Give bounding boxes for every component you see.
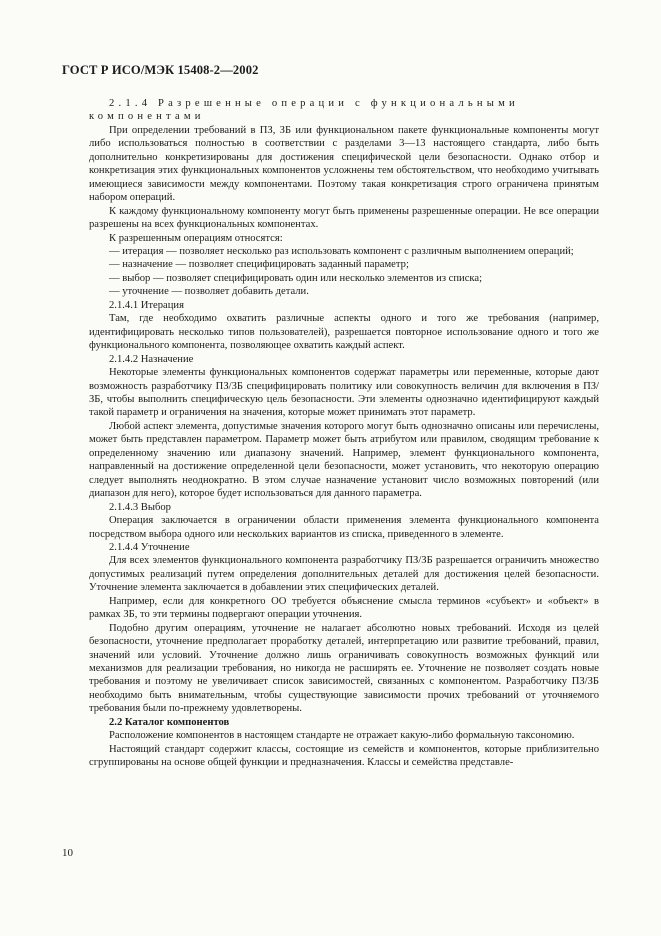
- paragraph: — итерация — позволяет несколько раз использовать компонент с различным выполнением операций;: [109, 245, 574, 257]
- body-text: [89, 97, 599, 770]
- paragraph: К разрешенным операциям относятся:: [109, 232, 283, 244]
- paragraph: 2.1.4.3 Выбор: [109, 501, 171, 513]
- paragraph: При определении требований в ПЗ, ЗБ или функциональном пакете функциональные компоненты могут либо использоваться полностью в соответствии с разделами 3—13 настоящего стандарта, либо быть дополнительно конкретизированы для достижения специфической цели безопасности. Однако отбор и конкретизация этих функциональных компонентов усложнены тем обстоятельством, что необходимо учитывать имеющиеся зависимости между компонентами. Поэтому такая конкретизация строго ограничена принятым набором операций.: [89, 124, 599, 204]
- paragraph: 2.1.4.1 Итерация: [109, 299, 184, 311]
- paragraph: Любой аспект элемента, допустимые значения которого могут быть однозначно описаны или перечислены, может быть представлен параметром. Параметр может быть атрибутом или правилом, сводящим требование к определенному значению или диапазону значений. Например, элемент функционального компонента, направленный на достижение определенной цели безопасности, может установить, что некоторую операцию следует выполнять неоднократно. В этом случае назначение установит число возможных повторений (или диапазон для него), которое будет использоваться для данного параметра.: [89, 420, 599, 500]
- page-number: 10: [62, 847, 73, 859]
- paragraph: 2.1.4.4 Уточнение: [109, 541, 190, 553]
- paragraph: — уточнение — позволяет добавить детали.: [109, 286, 309, 298]
- standard-header: ГОСТ Р ИСО/МЭК 15408-2—2002: [62, 63, 259, 77]
- paragraph: — выбор — позволяет специфицировать один или несколько элементов из списка;: [109, 272, 483, 284]
- paragraph: — назначение — позволяет специфицировать заданный параметр;: [109, 259, 409, 271]
- paragraph: Подобно другим операциям, уточнение не налагает абсолютно новых требований. Исходя из целей безопасности, уточнение предполагает проработку деталей, интерпретацию или развитие требований, правил, значений или условий. Уточнение должно лишь ограничивать совокупность возможных функций или механизмов для реализации требования, но никогда не расширять ее. Уточнение не позволяет создать новые требования и поэтому не увеличивает список зависимостей, связанных с компонентом. Разработчику ПЗ/ЗБ необходимо быть внимательным, чтобы существующие зависимости прочих требований от уточняемого требования были по-прежнему удовлетворены.: [89, 622, 599, 715]
- paragraph: Для всех элементов функционального компонента разработчику ПЗ/ЗБ разрешается ограничить множество допустимых реализаций путем определения дополнительных деталей для достижения целей безопасности. Уточнение элемента заключается в добавлении этих специфических деталей.: [89, 555, 599, 594]
- paragraph: 2.1.4.2 Назначение: [109, 353, 194, 365]
- paragraph: Расположение компонентов в настоящем стандарте не отражает какую-либо формальную таксономию.: [109, 730, 575, 742]
- paragraph: К каждому функциональному компоненту могут быть применены разрешенные операции. Не все операции разрешены на всех функциональных компонентах.: [89, 205, 599, 231]
- paragraph: Настоящий стандарт содержит классы, состоящие из семейств и компонентов, которые приблизительно сгруппированы на основе общей функции и предназначения. Классы и семейства представле-: [89, 743, 599, 769]
- paragraph: Там, где необходимо охватить различные аспекты одного и того же требования (например, идентифицировать несколько типов пользователей), разрешается повторное использование одного и того же функционального компонента, позволяющее охватить каждый аспект.: [89, 313, 599, 352]
- paragraph: Например, если для конкретного ОО требуется объяснение смысла терминов «субъект» и «объект» в рамках ЗБ, то эти термины подвергают операции уточнения.: [89, 595, 599, 621]
- paragraph: Некоторые элементы функциональных компонентов содержат параметры или переменные, которые дают возможность разработчику ПЗ/ЗБ специфицировать политику или совокупность величин для включения в ПЗ/ЗБ, чтобы выполнить специфическую цель безопасности. Эти элементы однозначно идентифицируют каждый такой параметр и ограничения на значения, которые может принимать этот параметр.: [89, 367, 599, 419]
- paragraph: 2.1.4 Разрешенные операции с функциональными компонентами: [89, 98, 519, 123]
- paragraph: Операция заключается в ограничении области применения элемента функционального компонента посредством выбора одного или нескольких вариантов из списка, приведенного в элементе.: [89, 515, 599, 540]
- paragraph: 2.2 Каталог компонентов: [109, 716, 230, 728]
